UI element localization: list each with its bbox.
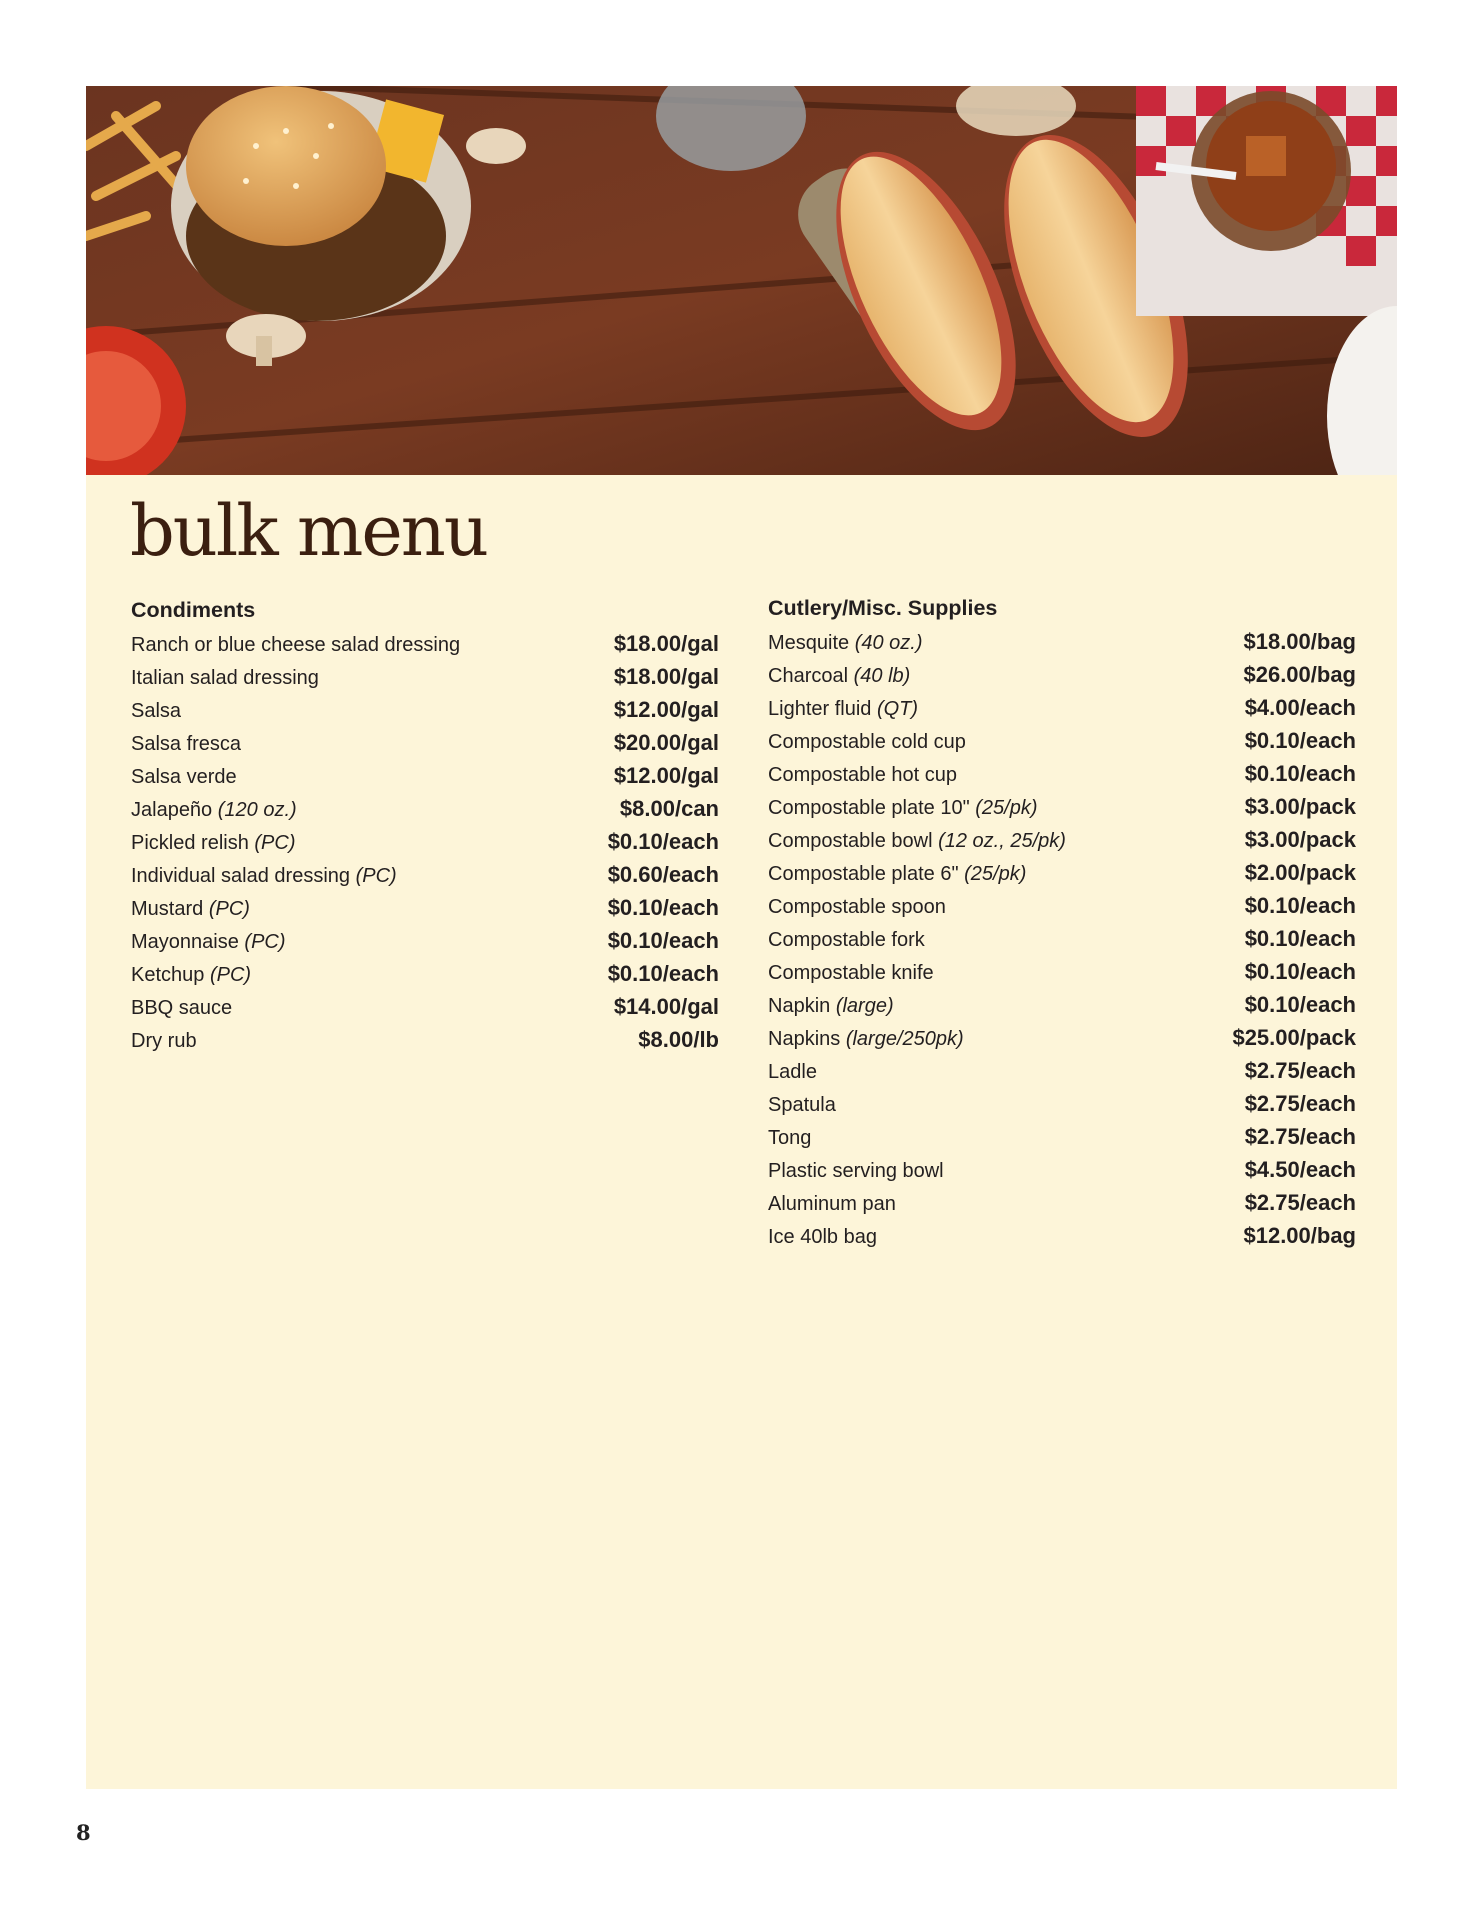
item-name-text: Salsa — [131, 700, 182, 722]
item-note: (25/pk) — [975, 797, 1038, 819]
item-name-text: Compostable bowl — [768, 830, 933, 852]
item-name-text: Compostable plate 6" — [768, 863, 959, 885]
item-name-text: Salsa verde — [131, 766, 237, 788]
item-name — [768, 1155, 944, 1188]
item-price: $3.00/pack — [1244, 827, 1356, 852]
item-note: (PC) — [355, 865, 397, 887]
menu-item — [768, 691, 1356, 724]
item-price: $0.10/each — [1244, 959, 1356, 984]
item-name-text: Compostable knife — [768, 962, 934, 984]
item-name — [131, 893, 250, 926]
item-name-text: Dry rub — [131, 1030, 197, 1052]
item-name — [131, 1025, 197, 1058]
condiments-section — [131, 594, 719, 1056]
burger-icon — [171, 86, 471, 321]
item-price: $12.00/gal — [613, 697, 719, 722]
item-name — [768, 693, 918, 726]
page-number: 8 — [76, 1820, 91, 1845]
item-note: (12 oz., 25/pk) — [938, 830, 1066, 852]
menu-item — [768, 757, 1356, 790]
item-name — [768, 660, 910, 693]
item-name — [768, 1188, 896, 1221]
hero-food-photo — [86, 86, 1397, 475]
item-price: $26.00/bag — [1243, 662, 1356, 687]
menu-item — [131, 627, 719, 660]
item-price: $18.00/gal — [613, 664, 719, 689]
item-note: (PC) — [244, 931, 286, 953]
menu-item — [131, 825, 719, 858]
item-name-text: BBQ sauce — [131, 997, 233, 1019]
item-name-text: Compostable plate 10" — [768, 797, 970, 819]
item-price: $12.00/bag — [1243, 1223, 1356, 1248]
item-name-text: Compostable hot cup — [768, 764, 958, 786]
section-heading: Cutlery/Misc. Supplies — [768, 596, 998, 620]
item-name — [768, 1221, 877, 1254]
item-name — [768, 759, 957, 792]
item-name — [768, 627, 923, 660]
item-name — [131, 794, 297, 827]
item-price: $2.75/each — [1244, 1190, 1356, 1215]
item-note: (40 lb) — [853, 665, 911, 687]
item-price: $0.10/each — [607, 895, 719, 920]
item-name-text: Plastic serving bowl — [768, 1160, 944, 1182]
item-name — [768, 1122, 811, 1155]
item-price: $25.00/pack — [1232, 1025, 1356, 1050]
section-heading: Condiments — [131, 598, 256, 622]
item-name — [131, 629, 460, 662]
item-note: (PC) — [209, 964, 252, 986]
menu-item — [768, 1120, 1356, 1153]
menu-item — [768, 856, 1356, 889]
item-name-text: Aluminum pan — [768, 1193, 896, 1215]
item-price: $0.10/each — [1244, 893, 1356, 918]
item-price: $0.10/each — [1244, 761, 1356, 786]
item-price: $18.00/gal — [613, 631, 719, 656]
item-name-text: Italian salad dressing — [131, 667, 319, 689]
item-note: (120 oz.) — [217, 799, 297, 821]
item-name-text: Compostable spoon — [768, 896, 946, 918]
menu-item — [768, 1219, 1356, 1252]
item-name-text: Ice 40lb bag — [768, 1226, 877, 1248]
menu-item — [768, 988, 1356, 1021]
item-name-text: Charcoal — [768, 665, 849, 687]
menu-item — [131, 759, 719, 792]
menu-item — [768, 955, 1356, 988]
item-price: $2.75/each — [1244, 1058, 1356, 1083]
menu-item — [768, 790, 1356, 823]
menu-item — [768, 1153, 1356, 1186]
item-price: $0.10/each — [607, 961, 719, 986]
item-price: $3.00/pack — [1244, 794, 1356, 819]
item-name — [768, 891, 946, 924]
menu-item — [768, 658, 1356, 691]
item-name-text: Compostable fork — [768, 929, 925, 951]
item-name-text: Tong — [768, 1127, 812, 1149]
item-name — [131, 695, 181, 728]
item-name-text: Ladle — [768, 1061, 817, 1083]
item-price: $14.00/gal — [613, 994, 719, 1019]
menu-item — [131, 924, 719, 957]
item-name — [131, 992, 232, 1025]
item-price: $4.00/each — [1244, 695, 1356, 720]
menu-item — [131, 858, 719, 891]
item-name — [768, 990, 894, 1023]
item-name — [131, 662, 319, 695]
item-price: $20.00/gal — [613, 730, 719, 755]
menu-item — [768, 922, 1356, 955]
cutlery-supplies-section — [768, 592, 1356, 1252]
item-price: $12.00/gal — [613, 763, 719, 788]
item-price: $2.75/each — [1244, 1124, 1356, 1149]
item-name — [768, 825, 1066, 858]
item-price: $0.60/each — [607, 862, 719, 887]
menu-item — [768, 625, 1356, 658]
item-name-text: Individual salad dressing — [131, 865, 351, 887]
item-name-text: Salsa fresca — [131, 733, 242, 755]
item-name-text: Napkins — [768, 1028, 841, 1050]
menu-item — [768, 724, 1356, 757]
item-name — [768, 792, 1037, 825]
item-name — [131, 959, 251, 992]
item-name — [131, 728, 241, 761]
item-price: $2.00/pack — [1244, 860, 1356, 885]
menu-item — [768, 1087, 1356, 1120]
item-name — [768, 924, 925, 957]
item-name-text: Jalapeño — [131, 799, 213, 821]
item-name — [768, 726, 966, 759]
item-price: $4.50/each — [1244, 1157, 1356, 1182]
item-price: $0.10/each — [1244, 926, 1356, 951]
item-note: (PC) — [208, 898, 250, 920]
item-name — [131, 827, 296, 860]
item-name — [131, 860, 397, 893]
item-note: (large/250pk) — [845, 1028, 964, 1050]
menu-item — [131, 990, 719, 1023]
menu-item — [768, 889, 1356, 922]
item-note: (40 oz.) — [854, 632, 923, 654]
menu-item — [131, 726, 719, 759]
item-note: (PC) — [254, 832, 296, 854]
item-name — [768, 1089, 836, 1122]
item-name-text: Ketchup — [131, 964, 205, 986]
menu-item — [768, 1054, 1356, 1087]
item-price: $2.75/each — [1244, 1091, 1356, 1116]
condiments-list — [131, 627, 719, 1056]
item-name — [131, 761, 237, 794]
item-name-text: Ranch or blue cheese salad dressing — [131, 634, 461, 656]
page-title: bulk menu — [130, 490, 487, 572]
item-price: $8.00/lb — [638, 1027, 719, 1052]
menu-item — [131, 957, 719, 990]
menu-item — [131, 693, 719, 726]
item-name-text: Mesquite — [768, 632, 850, 654]
item-name-text: Spatula — [768, 1094, 836, 1116]
item-note: (QT) — [876, 698, 919, 720]
item-price: $8.00/can — [619, 796, 719, 821]
item-name-text: Pickled relish — [131, 832, 249, 854]
item-name — [768, 957, 934, 990]
item-name-text: Mayonnaise — [131, 931, 239, 953]
menu-item — [768, 823, 1356, 856]
item-name-text: Napkin — [768, 995, 831, 1017]
item-name — [131, 926, 286, 959]
menu-item — [131, 1023, 719, 1056]
hero-illustration — [86, 86, 1397, 475]
item-price: $18.00/bag — [1243, 629, 1356, 654]
item-price: $0.10/each — [1244, 992, 1356, 1017]
cutlery-supplies-list — [768, 625, 1356, 1252]
menu-item — [131, 660, 719, 693]
item-note: (large) — [835, 995, 894, 1017]
menu-item — [768, 1186, 1356, 1219]
item-price: $0.10/each — [607, 829, 719, 854]
item-name-text: Lighter fluid — [768, 698, 872, 720]
item-name — [768, 1056, 817, 1089]
item-price: $0.10/each — [1244, 728, 1356, 753]
item-name — [768, 1023, 964, 1056]
menu-item — [131, 792, 719, 825]
item-note: (25/pk) — [964, 863, 1027, 885]
item-price: $0.10/each — [607, 928, 719, 953]
item-name-text: Mustard — [131, 898, 204, 920]
menu-item — [131, 891, 719, 924]
item-name-text: Compostable cold cup — [768, 731, 966, 753]
menu-item — [768, 1021, 1356, 1054]
item-name — [768, 858, 1026, 891]
